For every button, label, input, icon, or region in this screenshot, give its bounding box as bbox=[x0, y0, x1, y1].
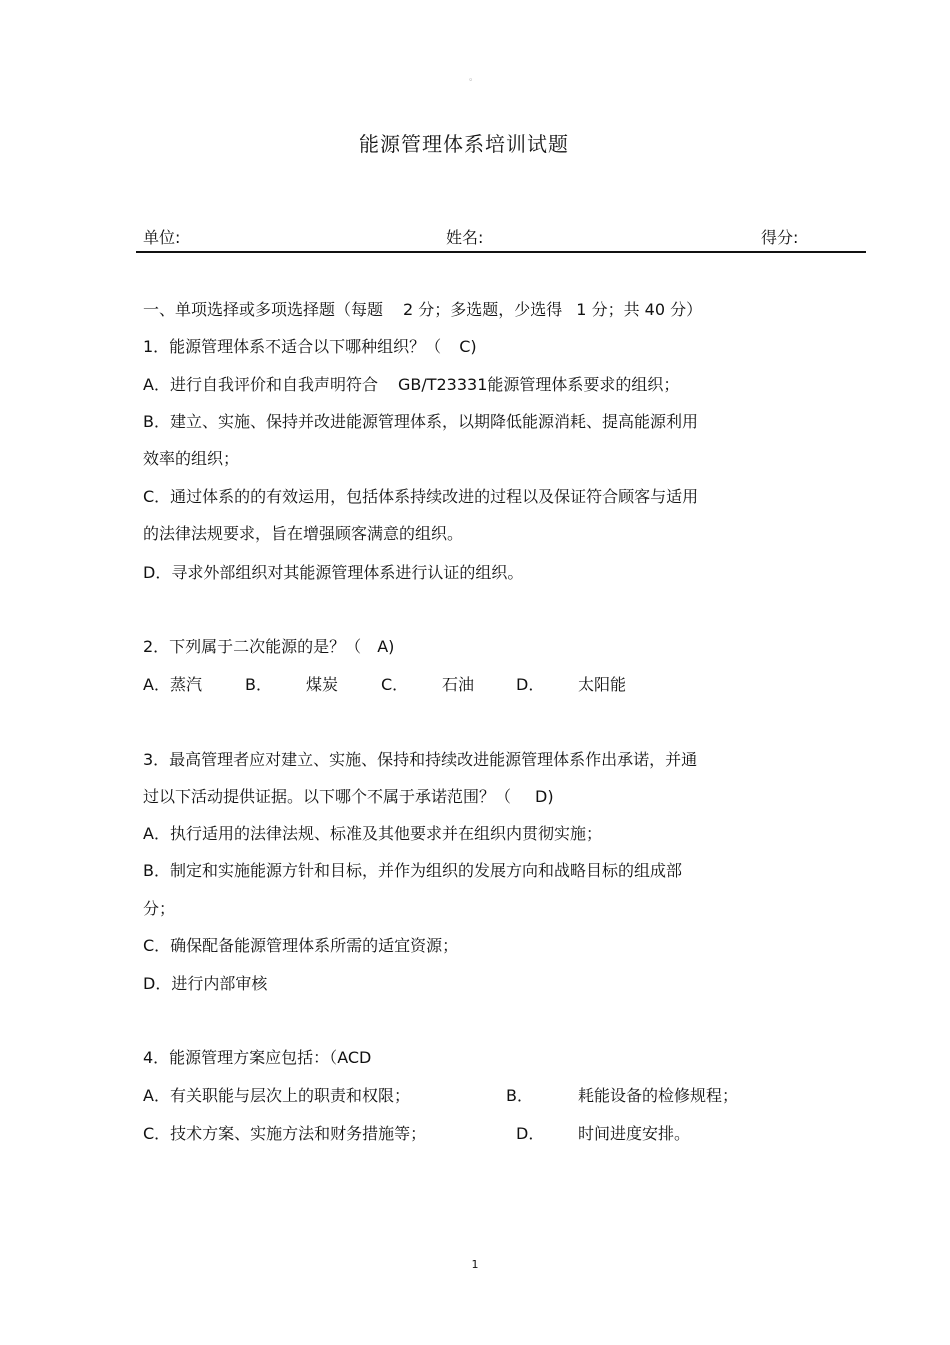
q3-option-b-line1: B．制定和实施能源方针和目标，并作为组织的发展方向和战略目标的组成部 bbox=[143, 861, 682, 880]
section-heading-part2: 2 分；多选题，少选得 bbox=[403, 300, 563, 319]
q1-option-a-part2: GB/T23331能源管理体系要求的组织； bbox=[397, 375, 680, 394]
section-heading-part1: 一、单项选择或多项选择题（每题 bbox=[143, 300, 384, 319]
q1-option-a-part1: A．进行自我评价和自我声明符合 bbox=[143, 375, 378, 394]
q1-option-d: D．寻求外部组织对其能源管理体系进行认证的组织。 bbox=[143, 563, 524, 582]
q3-option-d: D．进行内部审核 bbox=[143, 974, 268, 993]
q2-option-d-text: 太阳能 bbox=[578, 675, 627, 694]
q4-option-b-label: B． bbox=[506, 1086, 533, 1105]
q2-option-d-label: D． bbox=[516, 675, 545, 694]
q2-stem bbox=[143, 637, 394, 657]
q3-option-a: A．执行适用的法律法规、标准及其他要求并在组织内贯彻实施； bbox=[143, 824, 602, 843]
q2-option-b-label: B． bbox=[245, 675, 272, 694]
q3-option-c: C．确保配备能源管理体系所需的适宜资源； bbox=[143, 936, 459, 955]
q4-option-c: C．技术方案、实施方法和财务措施等； bbox=[143, 1124, 427, 1143]
q3-stem-line2 bbox=[143, 787, 554, 807]
section-heading-part3: 1 分；共 40 分） bbox=[576, 300, 703, 319]
q3-stem-text: 过以下活动提供证据。以下哪个不属于承诺范围？（ bbox=[143, 787, 512, 806]
q2-option-c-label: C． bbox=[381, 675, 409, 694]
header-rule bbox=[136, 251, 866, 253]
q1-option-c-line1: C．通过体系的的有效运用，包括体系持续改进的过程以及保证符合顾客与适用 bbox=[143, 487, 699, 506]
section-heading bbox=[143, 300, 702, 320]
q1-option-a bbox=[143, 375, 679, 395]
q1-stem bbox=[143, 337, 477, 357]
q1-answer: C) bbox=[459, 337, 477, 356]
q2-option-a: A．蒸汽 bbox=[143, 675, 202, 694]
name-label: 姓名: bbox=[446, 228, 484, 247]
q4-option-b-text: 耗能设备的检修规程； bbox=[578, 1086, 739, 1105]
q4-stem bbox=[143, 1048, 371, 1068]
q4-option-d-label: D． bbox=[516, 1124, 545, 1143]
document-title: 能源管理体系培训试题 bbox=[359, 132, 569, 156]
q3-stem-line1: 3．最高管理者应对建立、实施、保持和持续改进能源管理体系作出承诺，并通 bbox=[143, 750, 698, 769]
q4-answer: ACD bbox=[337, 1048, 372, 1067]
q1-option-b-line2: 效率的组织； bbox=[143, 449, 240, 468]
q3-option-b-line2: 分； bbox=[143, 899, 176, 918]
q1-option-c-line2: 的法律法规要求，旨在增强顾客满意的组织。 bbox=[143, 524, 464, 543]
q2-stem-text: 2．下列属于二次能源的是？（ bbox=[143, 637, 362, 656]
q4-option-d-text: 时间进度安排。 bbox=[578, 1124, 691, 1143]
q2-option-c-text: 石油 bbox=[442, 675, 475, 694]
q4-option-a: A．有关职能与层次上的职责和权限； bbox=[143, 1086, 410, 1105]
page-number: 1 bbox=[471, 1258, 479, 1271]
q2-option-b-text: 煤炭 bbox=[306, 675, 339, 694]
score-label: 得分: bbox=[761, 228, 799, 247]
unit-label: 单位: bbox=[143, 228, 181, 247]
q2-answer: A) bbox=[377, 637, 395, 656]
q1-option-b-line1: B．建立、实施、保持并改进能源管理体系，以期降低能源消耗、提高能源利用 bbox=[143, 412, 698, 431]
q3-answer: D) bbox=[535, 787, 554, 806]
top-mark: 。 bbox=[469, 73, 479, 83]
q4-stem-text: 4．能源管理方案应包括：（ bbox=[143, 1048, 338, 1067]
q1-stem-text: 1．能源管理体系不适合以下哪种组织？（ bbox=[143, 337, 442, 356]
